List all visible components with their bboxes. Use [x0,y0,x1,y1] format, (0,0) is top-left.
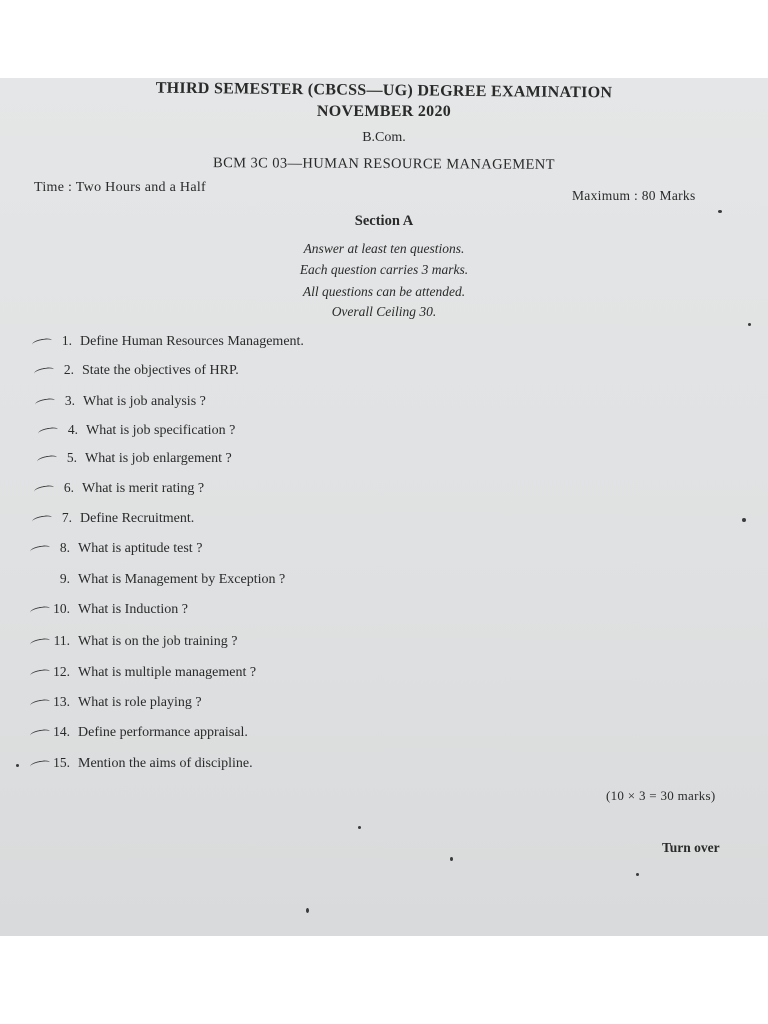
question-item [38,694,202,711]
turn-over-note: Turn over [662,840,720,855]
question-text: What is role playing ? [78,695,202,710]
pen-mark-icon [34,485,55,495]
question-text: What is job specification ? [86,423,236,438]
question-item [38,724,248,741]
ink-speck [748,323,751,326]
question-number: 9. [59,571,70,586]
ink-speck [636,873,639,876]
pen-mark-icon [30,545,51,555]
question-text: What is Management by Exception ? [78,572,286,587]
question-number: 11. [38,633,70,649]
pen-mark-icon [30,729,51,739]
pen-mark-icon [32,515,53,525]
pen-mark-icon [38,427,59,437]
degree: B.Com. [362,130,406,145]
question-number: 14. [38,724,70,740]
question-number: 13. [38,694,70,710]
instruction: Overall Ceiling 30. [331,304,437,319]
instruction: Each question carries 3 marks. [299,262,469,277]
question-text: What is Induction ? [78,602,189,617]
question-number: 3. [43,393,75,409]
question-text: What is multiple management ? [78,665,257,680]
question-number: 1. [40,333,72,349]
question-text: What is job enlargement ? [85,451,232,466]
question-item [38,540,202,557]
pen-mark-icon [37,455,58,465]
instruction: Answer at least ten questions. [303,241,465,256]
question-item [40,333,304,350]
ink-speck [306,908,309,913]
question-item [38,601,188,618]
question-number: 4. [46,422,78,438]
exam-paper [0,78,768,936]
pen-mark-icon [30,699,51,709]
ink-speck [450,857,453,861]
question-text: Define Human Resources Management. [80,334,304,349]
pen-mark-icon [35,398,56,408]
question-text: What is job analysis ? [83,394,206,409]
ink-speck [358,826,361,829]
question-text: Define Recruitment. [80,511,195,526]
question-text: What is on the job training ? [78,634,238,649]
question-number: 5. [45,450,77,466]
exam-title: THIRD SEMESTER (CBCSS—UG) DEGREE EXAMINATION [155,79,613,102]
question-number: 7. [40,510,72,526]
question-text: Define performance appraisal. [78,725,248,740]
question-number: 2. [42,362,74,378]
question-item [38,571,285,588]
ink-speck [742,518,746,522]
question-number: 10. [38,601,70,617]
question-number: 8. [38,540,70,556]
maximum-marks: Maximum : 80 Marks [572,188,696,203]
section-title: Section A [354,213,414,229]
question-number: 6. [42,480,74,496]
question-text: Mention the aims of discipline. [78,756,253,771]
course-title: BCM 3C 03—HUMAN RESOURCE MANAGEMENT [213,155,555,173]
pen-mark-icon [32,338,53,348]
question-text: What is aptitude test ? [78,541,203,556]
question-item [42,362,239,379]
exam-date: NOVEMBER 2020 [316,103,452,120]
pen-mark-icon [30,606,51,616]
pen-mark-icon [30,760,51,770]
question-item [42,480,204,497]
question-item [40,510,194,527]
pen-mark-icon [34,367,55,377]
question-item [38,664,256,681]
question-item [43,393,206,410]
pen-mark-icon [30,669,51,679]
question-item [38,755,253,772]
question-number: 12. [38,664,70,680]
question-text: What is merit rating ? [82,481,205,496]
question-item [46,422,235,439]
question-number: 15. [38,755,70,771]
ink-speck [16,764,19,767]
pen-mark-icon [30,638,51,648]
instruction: All questions can be attended. [302,284,466,299]
question-item [45,450,232,467]
exam-duration: Time : Two Hours and a Half [34,180,206,195]
question-text: State the objectives of HRP. [82,363,239,378]
section-marks: (10 × 3 = 30 marks) [606,788,716,803]
ink-speck [718,210,722,213]
question-item [38,633,237,650]
